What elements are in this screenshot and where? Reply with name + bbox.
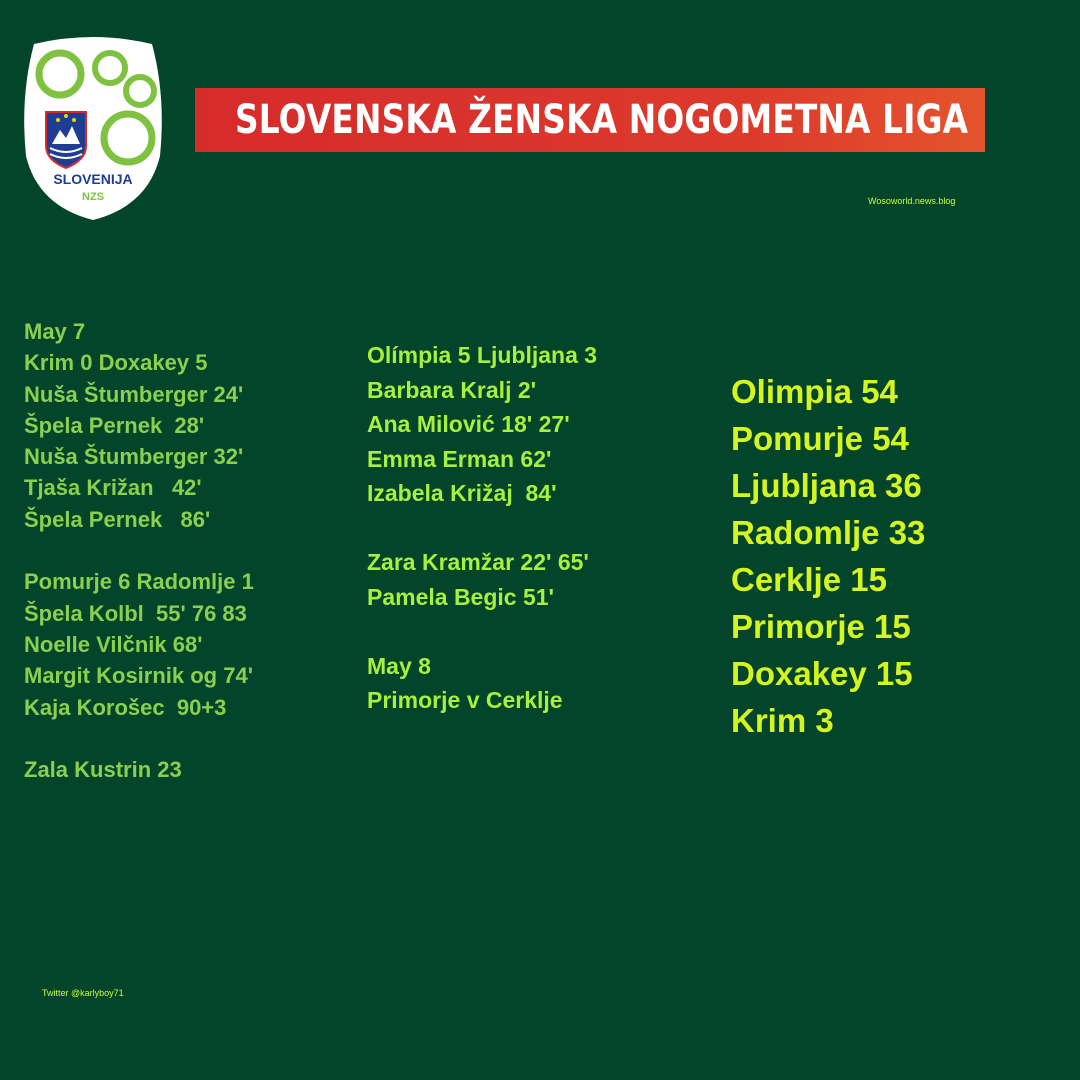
- results-column-1: [24, 316, 254, 785]
- twitter-credit: Twitter @karlyboy71: [42, 988, 124, 998]
- result-line: [367, 511, 597, 546]
- nzs-logo: [20, 36, 166, 222]
- logo-country: SLOVENIJA: [53, 171, 133, 187]
- result-line: Primorje v Cerklje: [367, 687, 563, 713]
- result-line: Špela Kolbl 55' 76 83: [24, 600, 247, 626]
- standings-row: Krim 3: [731, 702, 834, 739]
- result-line: Olímpia 5 Ljubljana 3: [367, 342, 598, 368]
- logo-federation: NZS: [82, 191, 104, 203]
- result-line: Zara Kramžar 22' 65': [367, 549, 589, 575]
- site-credit: Wosoworld.news.blog: [868, 196, 956, 206]
- results-column-2: [367, 338, 597, 718]
- result-line: Tjaša Križan 42': [24, 475, 202, 501]
- result-line: Pomurje 6 Radomlje 1: [24, 569, 254, 595]
- result-line: Nuša Štumberger 32': [24, 444, 244, 470]
- result-line: Špela Pernek 86': [24, 506, 211, 532]
- result-line: Margit Kosirnik og 74': [24, 663, 253, 689]
- result-line: Krim 0 Doxakey 5: [24, 350, 208, 376]
- standings-column: [731, 368, 925, 744]
- result-line: Emma Erman 62': [367, 445, 552, 472]
- result-line: Nuša Štumberger 24': [24, 381, 244, 407]
- result-line: Izabela Križaj 84': [367, 480, 557, 506]
- result-line: [367, 614, 597, 649]
- standings-row: Doxakey 15: [731, 655, 913, 692]
- standings-row: Olimpia 54: [731, 373, 898, 410]
- result-line: [24, 723, 254, 754]
- result-line: Noelle Vilčnik 68': [24, 631, 203, 657]
- result-line: May 7: [24, 319, 86, 344]
- result-line: Zala Kustrin 23: [24, 757, 182, 783]
- standings-row: Primorje 15: [731, 608, 911, 645]
- standings-row: Radomlje 33: [731, 514, 926, 551]
- result-line: Ana Milović 18' 27': [367, 411, 570, 437]
- league-banner: [195, 88, 985, 152]
- banner-title: SLOVENSKA ŽENSKA NOGOMETNA LIGA: [235, 97, 969, 143]
- standings-row: Pomurje 54: [731, 420, 909, 457]
- standings-row: Cerklje 15: [731, 561, 887, 598]
- standings-row: Ljubljana 36: [731, 467, 922, 504]
- result-line: Pamela Begic 51': [367, 583, 555, 610]
- result-line: Barbara Kralj 2': [367, 376, 537, 403]
- result-line: [24, 535, 254, 566]
- result-line: Kaja Korošec 90+3: [24, 694, 227, 720]
- result-line: May 8: [367, 652, 431, 679]
- result-line: Špela Pernek 28': [24, 412, 205, 438]
